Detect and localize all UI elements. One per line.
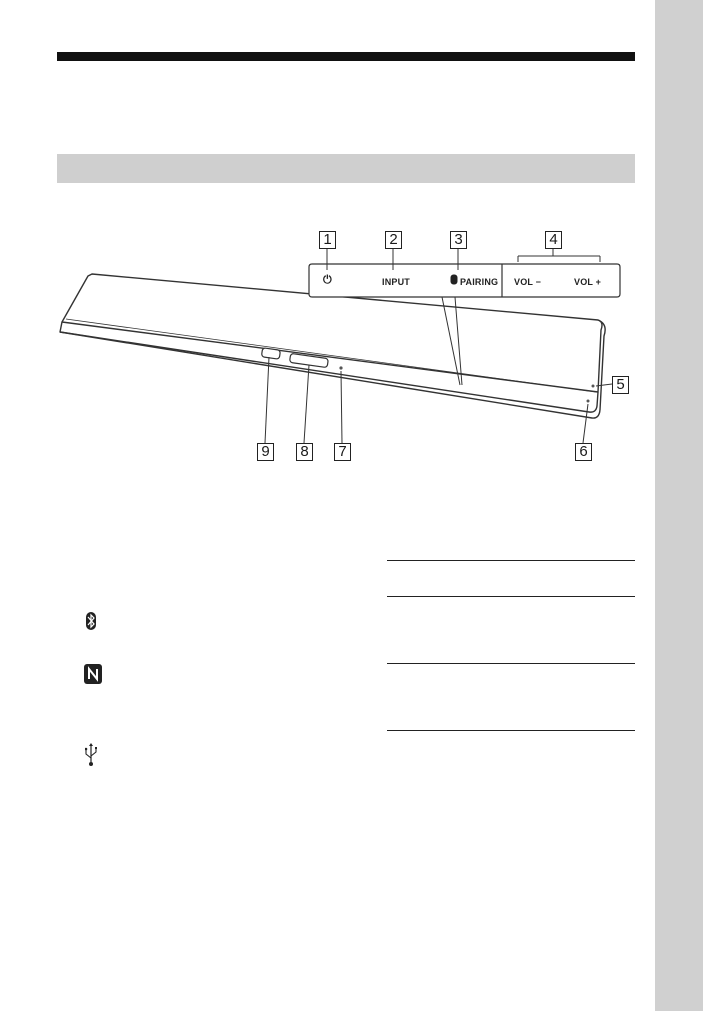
callout-5: 5 xyxy=(612,376,629,394)
callout-4: 4 xyxy=(545,231,562,249)
table-rule-4 xyxy=(387,730,635,731)
nfc-icon xyxy=(84,664,102,684)
pairing-button-label: PAIRING xyxy=(460,277,499,287)
table-rule-1 xyxy=(387,560,635,561)
callout-1: 1 xyxy=(319,231,336,249)
callout-3: 3 xyxy=(450,231,467,249)
side-led-5 xyxy=(592,385,595,388)
vol-plus-button-label: VOL + xyxy=(574,277,602,287)
table-rule-2 xyxy=(387,596,635,597)
usb-icon xyxy=(85,743,97,767)
vol-minus-button-label: VOL − xyxy=(514,277,542,287)
callout-6: 6 xyxy=(575,443,592,461)
input-button-label: INPUT xyxy=(382,277,410,287)
table-rule-3 xyxy=(387,663,635,664)
callout-9: 9 xyxy=(257,443,274,461)
bluetooth-icon xyxy=(84,612,98,630)
callout-7: 7 xyxy=(334,443,351,461)
callout-2: 2 xyxy=(385,231,402,249)
bluetooth-mini-icon xyxy=(451,275,457,284)
front-indicator xyxy=(339,366,342,369)
side-led-6 xyxy=(587,400,590,403)
power-button-label: ⏻ xyxy=(323,274,332,286)
remote-sensor xyxy=(261,348,280,359)
callout-8: 8 xyxy=(296,443,313,461)
